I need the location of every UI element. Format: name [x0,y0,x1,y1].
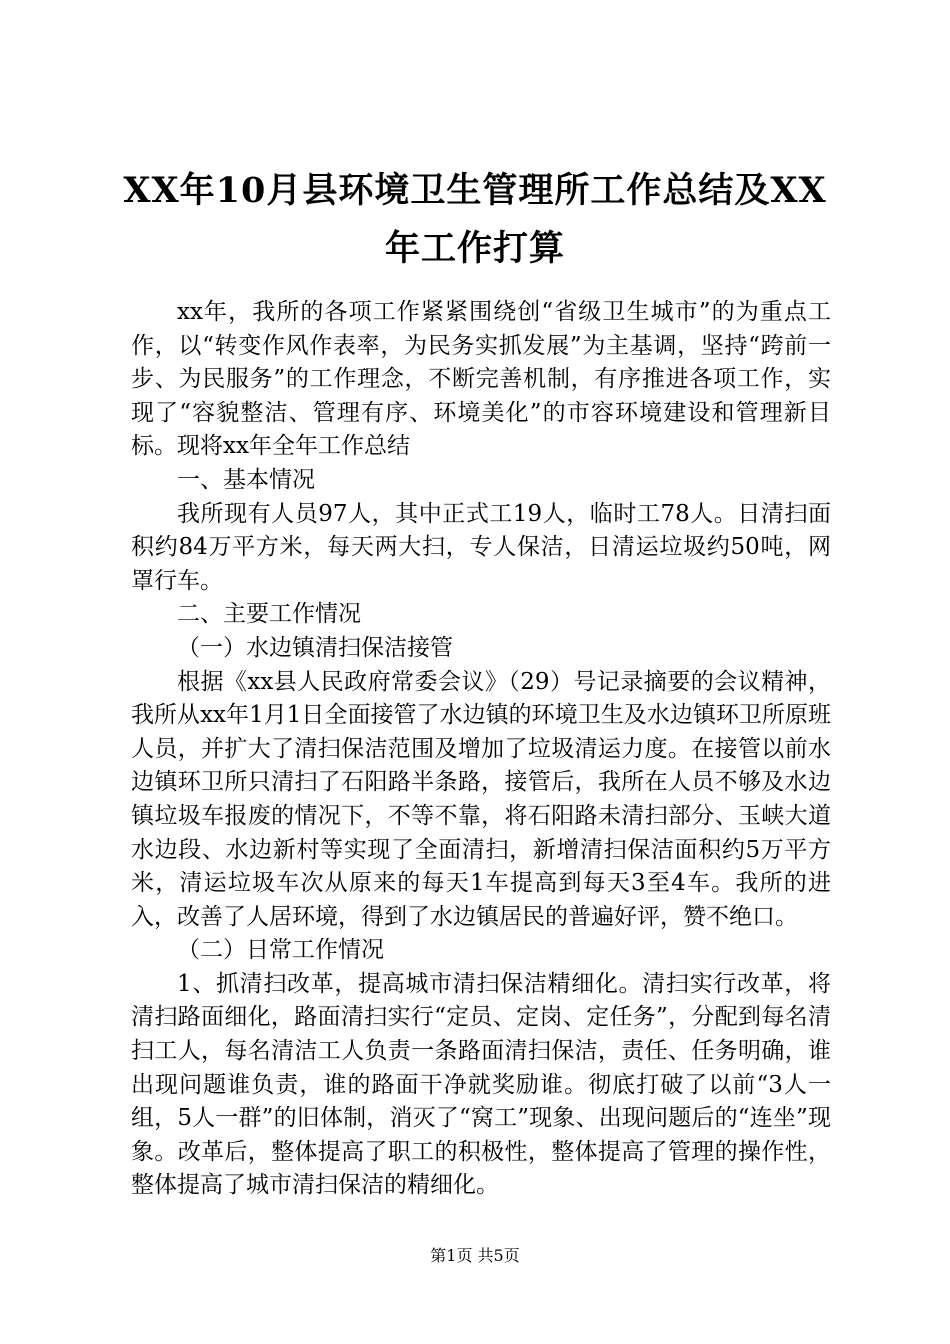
basic-info-paragraph: 我所现有人员97人，其中正式工19人，临时工78人。日清扫面积约84万平方米，每天两大扫，专人保洁，日清运垃圾约50吨，网罩行车。 [131,500,831,594]
takeover-paragraph: 根据《xx县人民政府常委会议》（29）号记录摘要的会议精神，我所从xx年1月1日全面接管了水边镇的环境卫生及水边镇环卫所原班人员，并扩大了清扫保洁范围及增加了垃圾清运力度。在接管以前水边镇环卫所只清扫了石阳路半条路，接管后，我所在人员不够及水边镇垃圾车报废的情况下，不等不靠，将石阳路未清扫部分、玉峡大道水边段、水边新村等实现了全面清扫，新增清扫保洁面积约5万平方米，清运垃圾车次从原来的每天1车提高到每天3至4车。我所的进入，改善了人居环境，得到了水边镇居民的普遍好评，赞不绝口。 [131,668,831,930]
daily-work-paragraph: 1、抓清扫改革，提高城市清扫保洁精细化。清扫实行改革，将清扫路面细化，路面清扫实行“定员、定岗、定任务”，分配到每名清扫工人，每名清洁工人负责一条路面清扫保洁，责任、任务明确，谁出现问题谁负责，谁的路面干净就奖励谁。彻底打破了以前“3人一组，5人一群”的旧体制，消灭了“窝工”现象、出现问题后的“连坐”现象。改革后，整体提高了职工的积极性，整体提高了管理的操作性，整体提高了城市清扫保洁的精细化。 [131,970,831,1199]
intro-paragraph: xx年，我所的各项工作紧紧围绕创“省级卫生城市”的为重点工作，以“转变作风作表率，为民务实抓发展”为主基调，坚持“跨前一步、为民服务”的工作理念，不断完善机制，有序推进各项工作，实现了“容貌整洁、管理有序、环境美化”的市容环境建设和管理新目标。现将xx年全年工作总结 [131,299,831,460]
subsection-heading-takeover: （一）水边镇清扫保洁接管 [177,634,453,661]
subsection-heading-daily-work: （二）日常工作情况 [177,937,384,964]
document-body [131,296,831,1203]
section-heading-basic: 一、基本情况 [177,466,315,493]
section-heading-main-work: 二、主要工作情况 [177,601,361,628]
document-title: XX年10月县环境卫生管理所工作总结及XX年工作打算 [123,170,827,269]
page-number-footer: 第1页 共5页 [430,1246,520,1265]
